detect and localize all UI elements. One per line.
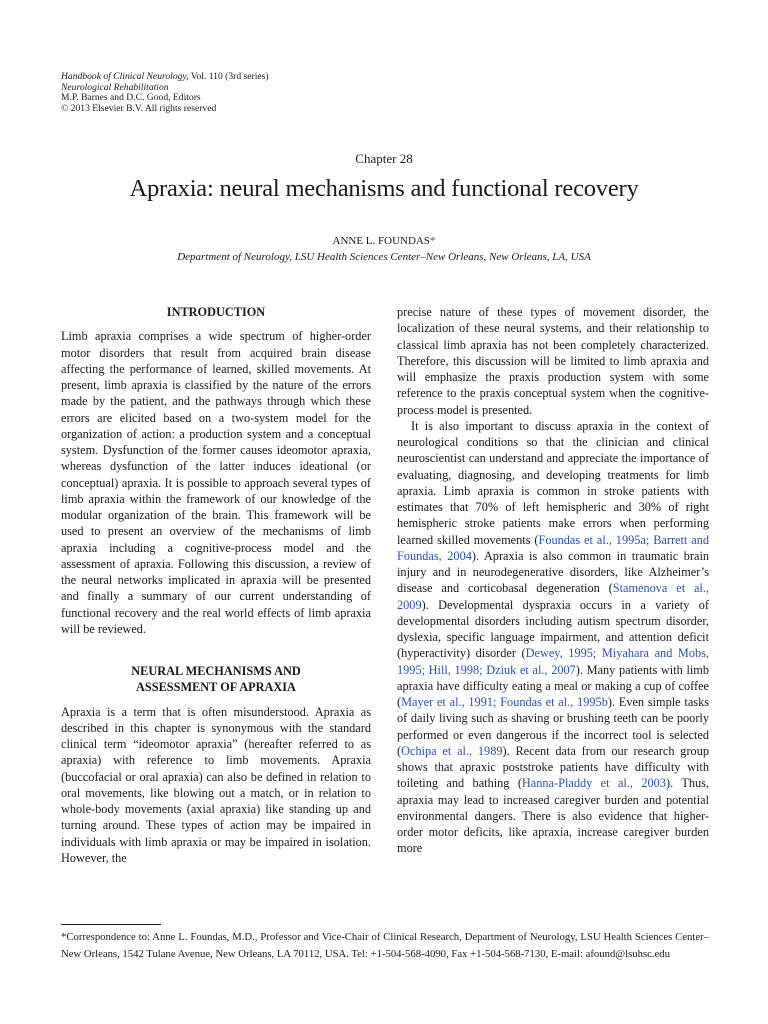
chapter-title: Apraxia: neural mechanisms and functional recovery	[129, 175, 639, 202]
author-name: ANNE L. FOUNDAS	[332, 235, 430, 247]
neural-paragraph: Apraxia is a term that is often misunderstood. Apraxia as described in this chapter is synonymous with the standard clinical term “ideomotor apraxia” (hereafter referred to as apraxia) with reference to limb movements. Apraxia (buccofacial or oral apraxia) can also be defined in relation to oral movements, like blowing out a match, or in relation to whole-body movements (axial apraxia) like standing up and turning around. These types of action may be impaired in individuals with limb apraxia or may be impaired in isolation. However, the	[61, 704, 371, 865]
heading-neural-mechanisms: NEURAL MECHANISMS AND ASSESSMENT OF APRAXIA	[131, 664, 301, 695]
publication-meta	[61, 72, 269, 114]
citation-link[interactable]: Stamenova et al., 2009	[397, 581, 709, 612]
meta-line-4: © 2013 Elsevier B.V. All rights reserved	[61, 102, 217, 114]
correspondence-mark[interactable]: *	[429, 235, 436, 247]
heading-introduction: INTRODUCTION	[166, 305, 266, 319]
citation-link[interactable]: Foundas et al., 1995a; Barrett and Foundas, 2004	[397, 532, 709, 563]
citation-link[interactable]: Ochipa et al., 1989	[401, 743, 503, 758]
citation-link[interactable]: Mayer et al., 1991; Foundas et al., 1995b	[401, 695, 608, 709]
right-paragraph-2: It is also important to discuss apraxia in the context of neurological conditions so that the clinician and clinical neuroscientist can understand and appreciate the importance of evaluating, diagnosing, and developing treatments for limb apraxia. Limb apraxia is common in stroke patients with estimates that 70% of left hemispheric and 30% of right hemispheric stroke patients make errors when performing learned skilled movements (Foundas et al., 1995a; Barrett and Foundas, 2004). Apraxia is also common in traumatic brain injury and in neurodegenerative disorders, like Alzheimer’s disease and corticobasal degeneration (Stamenova et al., 2009). Developmental dyspraxia occurs in a variety of developmental disorders including autism spectrum disorder, dyslexia, specific language impairment, and attention deficit (hyperactivity) disorder (Dewey, 1995; Miyahara and Mobs, 1995; Hill, 1998; Dziuk et al., 2007). Many patients with limb apraxia have difficulty eating a meal or making a cup of coffee (Mayer et al., 1991; Foundas et al., 1995b). Even simple tasks of daily living such as shaving or brushing teeth can be poorly performed or even dangerous if the incorrect tool is selected (Ochipa et al., 1989). Recent data from our research group shows that apraxic poststroke patients have difficulty with toileting and bathing (Hanna-Pladdy et al., 2003). Thus, apraxia may lead to increased caregiver burden and potential environmental dangers. There is also evidence that higher-order motor deficits, like apraxia, increase caregiver burden more	[397, 418, 710, 856]
right-paragraph-1: precise nature of these types of movement disorder, the localization of these neural systems, and their relationship to classical limb apraxia has not been completely characterized. Therefore, this discussion will be limited to limb apraxia and will emphasize the praxis production system with some reference to the praxis conceptual system when the cognitive-process model is presented.	[397, 305, 709, 417]
left-column	[61, 304, 371, 866]
intro-paragraph: Limb apraxia comprises a wide spectrum of higher-order motor disorders that result from acquired brain disease affecting the performance of learned, skilled movements. At present, limb apraxia is classified by the nature of the errors made by the patient, and the pathways through which these errors are elicited based on a two-system model for the organization of action: a production system and a conceptual system. Dysfunction of the former causes ideomotor apraxia, whereas dysfunction of the latter induces ideational (or conceptual) apraxia. It is possible to approach several types of limb apraxia within the framework of our knowledge of the modular organization of the brain. This framework will be used to present an overview of the mechanisms of limb apraxia including a cognitive-process model and the assessment of apraxia. Following this discussion, a review of the neural networks implicated in apraxia will be presented and finally a summary of our current understanding of functional recovery and the real world effects of limb apraxia will be reviewed.	[61, 329, 371, 636]
chapter-number: Chapter 28	[355, 151, 413, 166]
meta-line-3: M.P. Barnes and D.C. Good, Editors	[61, 92, 201, 104]
citation-link[interactable]: Dewey, 1995; Miyahara and Mobs, 1995; Hill, 1998; Dziuk et al., 2007	[397, 646, 710, 677]
meta-line-2: Neurological Rehabilitation	[61, 81, 169, 93]
author-line	[0, 235, 768, 247]
affiliation: Department of Neurology, LSU Health Sciences Center–New Orleans, New Orleans, LA, USA	[177, 251, 591, 263]
citation-link[interactable]: Hanna-Pladdy et al., 2003	[521, 776, 666, 791]
footnote-divider	[61, 924, 161, 925]
right-column	[397, 304, 709, 857]
meta-line-1: Handbook of Clinical Neurology, Vol. 110 (3rd series)	[61, 71, 269, 82]
correspondence-footnote: *Correspondence to: Anne L. Foundas, M.D., Professor and Vice-Chair of Clinical Research, Department of Neurology, LSU Health Sciences Center–New Orleans, 1542 Tulane Avenue, New Orleans, LA 70112, USA. Tel: +1-504-568-4090, Fax +1-504-568-7130, E-mail: afound@lsuhsc.edu	[61, 931, 709, 960]
